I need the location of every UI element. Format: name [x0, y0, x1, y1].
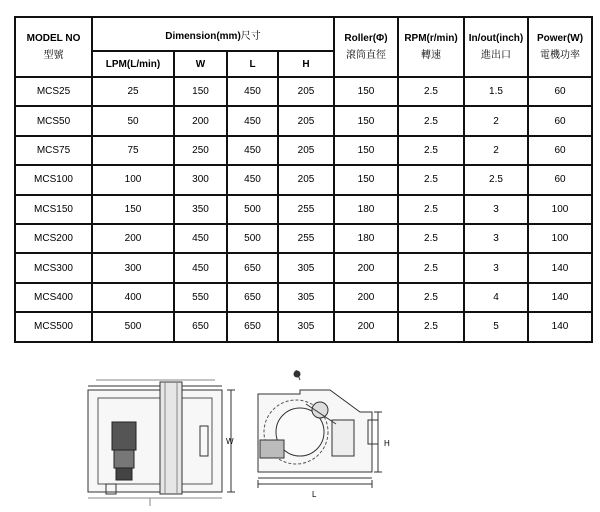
header-rpm-zh: 轉速	[421, 50, 441, 61]
header-roller	[334, 17, 398, 77]
cell-l: 650	[227, 283, 278, 312]
cell-w: 200	[174, 106, 227, 135]
header-l: L	[227, 51, 278, 77]
cell-h: 205	[278, 136, 334, 165]
cell-rpm: 2.5	[398, 195, 464, 224]
cell-power: 100	[528, 224, 592, 253]
cell-w: 300	[174, 165, 227, 194]
cell-rpm: 2.5	[398, 77, 464, 106]
cell-model: MCS200	[15, 224, 92, 253]
cell-roller: 150	[334, 106, 398, 135]
header-roller-zh: 滾筒直徑	[346, 50, 386, 61]
cell-rpm: 2.5	[398, 253, 464, 282]
cell-l: 450	[227, 106, 278, 135]
cell-w: 550	[174, 283, 227, 312]
cell-w: 150	[174, 77, 227, 106]
cell-inout: 4	[464, 283, 528, 312]
cell-lpm: 200	[92, 224, 174, 253]
table-row	[15, 165, 592, 194]
cell-model: MCS300	[15, 253, 92, 282]
header-dimension	[92, 17, 334, 51]
cell-power: 100	[528, 195, 592, 224]
table-body	[15, 77, 592, 342]
cell-power: 140	[528, 312, 592, 341]
cell-roller: 200	[334, 312, 398, 341]
cell-lpm: 100	[92, 165, 174, 194]
header-h: H	[278, 51, 334, 77]
header-inout-zh: 進出口	[481, 50, 511, 61]
table-row	[15, 106, 592, 135]
cell-model: MCS400	[15, 283, 92, 312]
cell-h: 305	[278, 312, 334, 341]
header-rpm	[398, 17, 464, 77]
cell-power: 140	[528, 253, 592, 282]
side-view-drawing	[258, 370, 382, 488]
cell-lpm: 150	[92, 195, 174, 224]
cell-w: 450	[174, 253, 227, 282]
cell-roller: 200	[334, 283, 398, 312]
cell-model: MCS50	[15, 106, 92, 135]
cell-lpm: 25	[92, 77, 174, 106]
header-roller-label: Roller(Φ)	[344, 33, 388, 44]
header-rpm-label: RPM(r/min)	[404, 33, 458, 44]
header-model-zh: 型號	[43, 50, 64, 61]
cell-l: 650	[227, 253, 278, 282]
cell-rpm: 2.5	[398, 283, 464, 312]
table-row	[15, 312, 592, 341]
cell-l: 450	[227, 165, 278, 194]
cell-model: MCS500	[15, 312, 92, 341]
cell-w: 650	[174, 312, 227, 341]
header-power	[528, 17, 592, 77]
header-dimension-zh: 尺寸	[240, 30, 261, 42]
cell-h: 205	[278, 165, 334, 194]
cell-inout: 3	[464, 224, 528, 253]
cell-rpm: 2.5	[398, 106, 464, 135]
cell-inout: 5	[464, 312, 528, 341]
cell-w: 250	[174, 136, 227, 165]
header-power-label: Power(W)	[536, 33, 584, 44]
cell-h: 305	[278, 283, 334, 312]
cell-l: 500	[227, 195, 278, 224]
table-row	[15, 136, 592, 165]
table-row	[15, 253, 592, 282]
cell-power: 60	[528, 77, 592, 106]
header-dimension-label: Dimension(mm)	[165, 30, 241, 42]
header-w: W	[174, 51, 227, 77]
cell-l: 450	[227, 136, 278, 165]
header-model-label: MODEL NO	[26, 33, 81, 44]
cell-model: MCS75	[15, 136, 92, 165]
table-row	[15, 77, 592, 106]
header-model	[15, 17, 92, 77]
cell-power: 60	[528, 106, 592, 135]
cell-rpm: 2.5	[398, 165, 464, 194]
cell-lpm: 50	[92, 106, 174, 135]
cell-model: MCS150	[15, 195, 92, 224]
height-dimension-label: H	[384, 439, 390, 448]
length-dimension-label: L	[312, 490, 317, 499]
cell-roller: 200	[334, 253, 398, 282]
cell-rpm: 2.5	[398, 136, 464, 165]
header-lpm: LPM(L/min)	[92, 51, 174, 77]
header-power-zh: 電機功率	[540, 50, 580, 61]
cell-h: 305	[278, 253, 334, 282]
cell-inout: 2.5	[464, 165, 528, 194]
cell-inout: 1.5	[464, 77, 528, 106]
cell-inout: 2	[464, 136, 528, 165]
cell-roller: 180	[334, 195, 398, 224]
table-row	[15, 224, 592, 253]
cell-inout: 2	[464, 106, 528, 135]
cell-l: 450	[227, 77, 278, 106]
front-view-drawing	[88, 380, 235, 506]
cell-rpm: 2.5	[398, 312, 464, 341]
cell-w: 450	[174, 224, 227, 253]
header-inout-label: In/out(inch)	[468, 33, 524, 44]
header-inout	[464, 17, 528, 77]
cell-roller: 150	[334, 77, 398, 106]
product-drawings	[0, 360, 600, 510]
table-row	[15, 195, 592, 224]
cell-lpm: 75	[92, 136, 174, 165]
cell-w: 350	[174, 195, 227, 224]
cell-power: 60	[528, 136, 592, 165]
cell-h: 205	[278, 77, 334, 106]
cell-h: 205	[278, 106, 334, 135]
cell-lpm: 400	[92, 283, 174, 312]
cell-lpm: 300	[92, 253, 174, 282]
cell-lpm: 500	[92, 312, 174, 341]
cell-power: 140	[528, 283, 592, 312]
cell-inout: 3	[464, 195, 528, 224]
cell-inout: 3	[464, 253, 528, 282]
cell-power: 60	[528, 165, 592, 194]
cell-roller: 180	[334, 224, 398, 253]
cell-roller: 150	[334, 136, 398, 165]
specification-table	[14, 16, 593, 343]
cell-roller: 150	[334, 165, 398, 194]
table-row	[15, 283, 592, 312]
width-dimension-label: W	[226, 437, 234, 446]
cell-model: MCS25	[15, 77, 92, 106]
cell-h: 255	[278, 224, 334, 253]
cell-l: 500	[227, 224, 278, 253]
cell-rpm: 2.5	[398, 224, 464, 253]
cell-h: 255	[278, 195, 334, 224]
cell-l: 650	[227, 312, 278, 341]
cell-model: MCS100	[15, 165, 92, 194]
